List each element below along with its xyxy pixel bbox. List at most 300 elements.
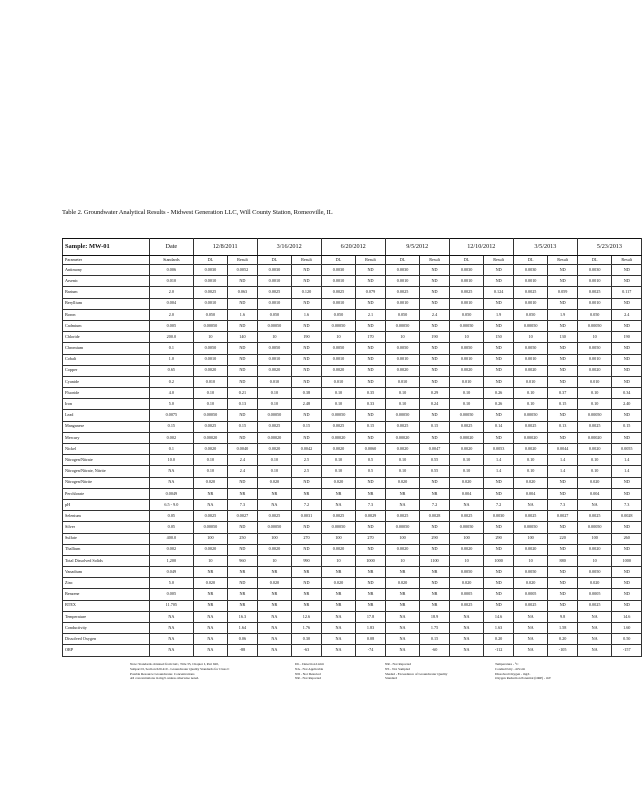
detection-limit-cell: 0.10 xyxy=(449,466,484,477)
result-cell: ND xyxy=(420,320,449,331)
result-cell: ND xyxy=(420,365,449,376)
table-row xyxy=(63,421,642,432)
detection-limit-cell: 0.10 xyxy=(385,455,420,466)
result-cell: ND xyxy=(612,567,642,578)
standard-value: 0.0075 xyxy=(150,410,194,421)
groundwater-results-table xyxy=(62,238,642,657)
sample-label: Sample: MW-01 xyxy=(63,239,150,256)
detection-limit-cell: 0.0020 xyxy=(513,544,548,555)
detection-limit-cell: 0.00050 xyxy=(257,320,292,331)
date-label: Date xyxy=(150,239,194,256)
standard-value: 2.0 xyxy=(150,287,194,298)
result-cell: 2.5 xyxy=(292,466,321,477)
detection-limit-cell: 0.0030 xyxy=(577,265,612,276)
result-cell: ND xyxy=(484,354,513,365)
detection-limit-cell: 0.020 xyxy=(577,477,612,488)
result-cell: 0.0029 xyxy=(356,511,385,522)
detection-limit-cell: 0.00050 xyxy=(385,320,420,331)
detection-limit-cell: 0.0025 xyxy=(449,421,484,432)
result-cell: ND xyxy=(292,343,321,354)
result-cell: ND xyxy=(612,488,642,499)
result-cell: 0.0030 xyxy=(484,511,513,522)
result-cell: ND xyxy=(228,343,257,354)
detection-limit-cell: 0.10 xyxy=(257,466,292,477)
table-notes xyxy=(130,662,618,702)
standard-value: 0.65 xyxy=(150,365,194,376)
detection-limit-cell: 0.00050 xyxy=(577,320,612,331)
parameter-name: pH xyxy=(63,499,150,510)
detection-limit-cell: 0.00020 xyxy=(577,432,612,443)
detection-limit-cell: 0.0025 xyxy=(577,287,612,298)
detection-limit-cell: 0.0025 xyxy=(257,421,292,432)
result-cell: ND xyxy=(356,343,385,354)
result-cell: 0.35 xyxy=(356,388,385,399)
result-cell: ND xyxy=(420,298,449,309)
result-cell: ND xyxy=(612,432,642,443)
detection-limit-cell: 0.0010 xyxy=(193,276,228,287)
detection-limit-cell: 0.0025 xyxy=(513,287,548,298)
detection-limit-cell: 0.0050 xyxy=(577,567,612,578)
detection-limit-cell: 0.00050 xyxy=(193,410,228,421)
standard-value: 0.006 xyxy=(150,265,194,276)
result-cell: 0.20 xyxy=(484,634,513,645)
detection-limit-cell: NR xyxy=(385,488,420,499)
parameter-name: Silver xyxy=(63,522,150,533)
result-cell: 0.06 xyxy=(228,634,257,645)
result-cell: ND xyxy=(548,432,577,443)
parameter-name: ORP xyxy=(63,645,150,656)
result-cell: ND xyxy=(548,276,577,287)
result-cell: 0.26 xyxy=(484,388,513,399)
parameter-name: Cadmium xyxy=(63,320,150,331)
detection-limit-cell: 0.00050 xyxy=(321,410,356,421)
standard-value: 0.049 xyxy=(150,567,194,578)
result-cell: 1.58 xyxy=(548,623,577,634)
result-cell: 990 xyxy=(292,555,321,566)
result-cell: 130 xyxy=(548,332,577,343)
result-cell: 0.0028 xyxy=(612,511,642,522)
result-cell: ND xyxy=(484,522,513,533)
dl-header: DL xyxy=(385,256,420,265)
standard-value: NA xyxy=(150,611,194,622)
result-cell: 2.40 xyxy=(612,399,642,410)
detection-limit-cell: NA xyxy=(193,634,228,645)
detection-limit-cell: 0.10 xyxy=(385,388,420,399)
result-cell: 2.4 xyxy=(420,309,449,320)
detection-limit-cell: 0.050 xyxy=(321,309,356,320)
result-cell: ND xyxy=(612,354,642,365)
parameter-name: Mercury xyxy=(63,432,150,443)
detection-limit-cell: 10 xyxy=(257,332,292,343)
result-cell: NR xyxy=(292,567,321,578)
result-cell: 0.15 xyxy=(420,634,449,645)
result-header: Result xyxy=(292,256,321,265)
detection-limit-cell: 0.010 xyxy=(577,376,612,387)
result-cell: ND xyxy=(228,276,257,287)
result-cell: ND xyxy=(228,522,257,533)
date-header-row xyxy=(63,239,642,256)
result-cell: ND xyxy=(356,276,385,287)
table-row xyxy=(63,432,642,443)
detection-limit-cell: 0.10 xyxy=(385,399,420,410)
detection-limit-cell: 0.00050 xyxy=(577,522,612,533)
result-cell: ND xyxy=(228,354,257,365)
table-row xyxy=(63,578,642,589)
parameter-name: Zinc xyxy=(63,578,150,589)
detection-limit-cell: 0.020 xyxy=(577,578,612,589)
detection-limit-cell: NA xyxy=(577,611,612,622)
notes-standards xyxy=(130,662,229,681)
result-header: Result xyxy=(484,256,513,265)
detection-limit-cell: 0.0025 xyxy=(513,421,548,432)
note-line: Oxygen Reduction Potential (ORP) - mV xyxy=(495,676,552,681)
result-cell: 1000 xyxy=(356,555,385,566)
detection-limit-cell: 0.0010 xyxy=(385,276,420,287)
detection-limit-cell: 10 xyxy=(193,555,228,566)
detection-limit-cell: 0.00050 xyxy=(449,410,484,421)
detection-limit-cell: 0.0050 xyxy=(321,343,356,354)
detection-limit-cell: 100 xyxy=(577,533,612,544)
result-cell: 1.4 xyxy=(484,466,513,477)
standard-value: 0.010 xyxy=(150,276,194,287)
table-row xyxy=(63,600,642,611)
result-cell: 0.0052 xyxy=(228,265,257,276)
result-cell: ND xyxy=(484,298,513,309)
detection-limit-cell: 0.10 xyxy=(385,466,420,477)
detection-limit-cell: 0.0025 xyxy=(257,511,292,522)
standard-value: 1.0 xyxy=(150,354,194,365)
result-cell: ND xyxy=(292,544,321,555)
detection-limit-cell: 0.10 xyxy=(513,388,548,399)
detection-limit-cell: NA xyxy=(449,645,484,656)
detection-limit-cell: 0.010 xyxy=(513,376,548,387)
result-cell: ND xyxy=(292,365,321,376)
standard-value: 0.004 xyxy=(150,298,194,309)
detection-limit-cell: 0.00020 xyxy=(321,432,356,443)
standard-value: 0.002 xyxy=(150,544,194,555)
result-cell: 270 xyxy=(292,533,321,544)
detection-limit-cell: 0.020 xyxy=(193,578,228,589)
date-header: 12/10/2012 xyxy=(449,239,513,256)
table-row xyxy=(63,298,642,309)
detection-limit-cell: 0.0005 xyxy=(513,589,548,600)
note-line: DL - Detection Limit xyxy=(295,662,324,666)
detection-limit-cell: 0.0020 xyxy=(513,365,548,376)
detection-limit-cell: 0.020 xyxy=(321,477,356,488)
result-cell: ND xyxy=(228,410,257,421)
detection-limit-cell: 0.0020 xyxy=(193,365,228,376)
detection-limit-cell: 0.10 xyxy=(577,466,612,477)
result-cell: ND xyxy=(356,298,385,309)
detection-limit-cell: 0.00050 xyxy=(449,522,484,533)
result-cell: -88 xyxy=(228,645,257,656)
result-cell: 1.76 xyxy=(292,623,321,634)
result-cell: ND xyxy=(548,522,577,533)
detection-limit-cell: 0.10 xyxy=(513,399,548,410)
detection-limit-cell: 0.00050 xyxy=(513,320,548,331)
result-cell: 260 xyxy=(612,533,642,544)
detection-limit-cell: NR xyxy=(385,567,420,578)
result-cell: ND xyxy=(484,477,513,488)
parameter-name: Antimony xyxy=(63,265,150,276)
detection-limit-cell: 0.00050 xyxy=(321,320,356,331)
result-cell: ND xyxy=(420,265,449,276)
result-cell: ND xyxy=(612,578,642,589)
result-cell: 0.15 xyxy=(228,421,257,432)
detection-limit-cell: 0.0025 xyxy=(449,287,484,298)
detection-limit-cell: NR xyxy=(385,589,420,600)
dl-header: DL xyxy=(321,256,356,265)
result-cell: 1.4 xyxy=(484,455,513,466)
detection-limit-cell: 0.020 xyxy=(449,477,484,488)
result-cell: 250 xyxy=(228,533,257,544)
notes-abbreviations-2 xyxy=(385,662,447,681)
result-cell: 0.0031 xyxy=(292,511,321,522)
detection-limit-cell: NR xyxy=(193,600,228,611)
detection-limit-cell: 0.10 xyxy=(513,455,548,466)
result-cell: ND xyxy=(548,488,577,499)
result-cell: ND xyxy=(484,343,513,354)
table-row xyxy=(63,645,642,656)
detection-limit-cell: NA xyxy=(577,499,612,510)
detection-limit-cell: 0.050 xyxy=(513,309,548,320)
detection-limit-cell: NR xyxy=(321,589,356,600)
standard-value: NA xyxy=(150,466,194,477)
note-line: Conductivity - mS/cm xyxy=(495,666,526,671)
result-cell: ND xyxy=(228,320,257,331)
detection-limit-cell: 0.0025 xyxy=(321,511,356,522)
result-cell: ND xyxy=(420,287,449,298)
result-cell: -112 xyxy=(484,645,513,656)
detection-limit-cell: 0.050 xyxy=(193,309,228,320)
note-line: ND - Not Detected xyxy=(295,671,321,676)
detection-limit-cell: 0.010 xyxy=(385,376,420,387)
detection-limit-cell: 0.0030 xyxy=(513,265,548,276)
result-cell: 0.08 xyxy=(356,634,385,645)
result-cell: 16.3 xyxy=(228,611,257,622)
result-cell: NR xyxy=(292,488,321,499)
detection-limit-cell: 0.00050 xyxy=(385,522,420,533)
result-cell: ND xyxy=(292,578,321,589)
detection-limit-cell: 10 xyxy=(193,332,228,343)
result-cell: NR xyxy=(420,589,449,600)
detection-limit-cell: 0.0050 xyxy=(449,567,484,578)
result-cell: ND xyxy=(612,343,642,354)
dl-header: DL xyxy=(193,256,228,265)
parameter-name: Beryllium xyxy=(63,298,150,309)
parameter-name: Benzene xyxy=(63,589,150,600)
detection-limit-cell: 10 xyxy=(577,555,612,566)
result-cell: ND xyxy=(356,354,385,365)
detection-limit-cell: NA xyxy=(257,634,292,645)
result-cell: ND xyxy=(356,522,385,533)
detection-limit-cell: 0.10 xyxy=(193,466,228,477)
detection-limit-cell: 0.0010 xyxy=(257,298,292,309)
detection-limit-cell: 0.0010 xyxy=(513,354,548,365)
table-row xyxy=(63,265,642,276)
detection-limit-cell: 0.050 xyxy=(449,309,484,320)
detection-limit-cell: 0.0010 xyxy=(257,276,292,287)
date-header: 5/23/2013 xyxy=(577,239,641,256)
result-cell: ND xyxy=(356,477,385,488)
standard-value: NA xyxy=(150,477,194,488)
result-cell: 7.2 xyxy=(484,499,513,510)
table-row xyxy=(63,555,642,566)
detection-limit-cell: 0.0010 xyxy=(385,354,420,365)
result-cell: NR xyxy=(228,589,257,600)
result-header: Result xyxy=(356,256,385,265)
detection-limit-cell: 0.0025 xyxy=(449,600,484,611)
result-cell: -105 xyxy=(548,645,577,656)
result-cell: 0.120 xyxy=(292,287,321,298)
detection-limit-cell: 0.00020 xyxy=(449,432,484,443)
result-cell: 270 xyxy=(356,533,385,544)
detection-limit-cell: 0.10 xyxy=(193,399,228,410)
detection-limit-cell: NA xyxy=(385,499,420,510)
result-cell: 0.124 xyxy=(484,287,513,298)
detection-limit-cell: NR xyxy=(193,567,228,578)
table-row xyxy=(63,522,642,533)
standard-value: 6.5 - 9.0 xyxy=(150,499,194,510)
table-row xyxy=(63,499,642,510)
detection-limit-cell: 0.0020 xyxy=(449,365,484,376)
result-cell: ND xyxy=(548,578,577,589)
result-cell: 1.9 xyxy=(548,309,577,320)
result-cell: 0.5 xyxy=(356,455,385,466)
note-line: Note: Standards obtained from IAC, Title 35, Chapter I, Part 620, xyxy=(130,662,219,666)
result-cell: ND xyxy=(228,376,257,387)
note-line: NS - Not Sampled xyxy=(385,666,410,671)
result-cell: 0.15 xyxy=(612,421,642,432)
result-cell: ND xyxy=(548,567,577,578)
table-caption: Table 2. Groundwater Analytical Results - Midwest Generation LLC, Will County Station, Romeoville, IL xyxy=(62,209,333,216)
detection-limit-cell: 0.050 xyxy=(257,309,292,320)
result-cell: 0.15 xyxy=(356,421,385,432)
detection-limit-cell: NA xyxy=(385,645,420,656)
result-cell: ND xyxy=(612,365,642,376)
result-cell: 0.13 xyxy=(548,421,577,432)
result-cell: ND xyxy=(356,544,385,555)
result-cell: ND xyxy=(292,410,321,421)
result-cell: 2.5 xyxy=(292,455,321,466)
detection-limit-cell: 0.10 xyxy=(257,388,292,399)
detection-limit-cell: 10 xyxy=(449,555,484,566)
result-cell: ND xyxy=(612,522,642,533)
detection-limit-cell: 0.10 xyxy=(449,399,484,410)
standard-value: 200.0 xyxy=(150,332,194,343)
parameter-name: Sulfate xyxy=(63,533,150,544)
result-cell: ND xyxy=(548,343,577,354)
result-cell: 18.9 xyxy=(420,611,449,622)
detection-limit-cell: NR xyxy=(193,488,228,499)
detection-limit-cell: 0.0025 xyxy=(193,421,228,432)
result-cell: ND xyxy=(612,276,642,287)
detection-limit-cell: 0.00050 xyxy=(513,410,548,421)
result-cell: 1.63 xyxy=(484,623,513,634)
result-cell: ND xyxy=(292,320,321,331)
detection-limit-cell: 0.10 xyxy=(193,388,228,399)
detection-limit-cell: 0.0020 xyxy=(385,544,420,555)
detection-limit-cell: 0.004 xyxy=(577,488,612,499)
result-cell: 0.0028 xyxy=(420,511,449,522)
result-cell: ND xyxy=(420,432,449,443)
result-cell: -60 xyxy=(420,645,449,656)
result-cell: 0.0053 xyxy=(484,444,513,455)
standard-value: 11.705 xyxy=(150,600,194,611)
detection-limit-cell: 0.0005 xyxy=(449,589,484,600)
detection-limit-cell: NA xyxy=(577,634,612,645)
parameter-name: Lead xyxy=(63,410,150,421)
result-cell: ND xyxy=(420,376,449,387)
detection-limit-cell: 0.10 xyxy=(449,455,484,466)
result-cell: 0.55 xyxy=(420,466,449,477)
result-cell: 1.75 xyxy=(420,623,449,634)
result-cell: 1.60 xyxy=(612,623,642,634)
detection-limit-cell: NR xyxy=(257,589,292,600)
result-cell: 7.3 xyxy=(356,499,385,510)
result-cell: NR xyxy=(228,600,257,611)
detection-limit-cell: 0.0010 xyxy=(321,298,356,309)
result-cell: 7.2 xyxy=(420,499,449,510)
result-header: Result xyxy=(420,256,449,265)
detection-limit-cell: 10 xyxy=(385,332,420,343)
detection-limit-cell: NA xyxy=(321,645,356,656)
detection-limit-cell: 0.0050 xyxy=(449,343,484,354)
result-cell: ND xyxy=(228,298,257,309)
detection-limit-cell: 0.0010 xyxy=(577,354,612,365)
result-cell: NR xyxy=(356,600,385,611)
result-cell: ND xyxy=(484,578,513,589)
standard-value: 0.0049 xyxy=(150,488,194,499)
parameter-name: Fluoride xyxy=(63,388,150,399)
detection-limit-cell: 0.00020 xyxy=(385,432,420,443)
parameter-name: Arsenic xyxy=(63,276,150,287)
result-cell: 1000 xyxy=(484,555,513,566)
result-header: Result xyxy=(612,256,642,265)
result-cell: 0.0042 xyxy=(292,444,321,455)
result-cell: NR xyxy=(356,589,385,600)
standard-value: 0.005 xyxy=(150,320,194,331)
result-cell: ND xyxy=(356,320,385,331)
detection-limit-cell: 0.0010 xyxy=(513,276,548,287)
result-cell: 2.48 xyxy=(292,399,321,410)
detection-limit-cell: 0.0030 xyxy=(321,265,356,276)
detection-limit-cell: 0.0010 xyxy=(513,298,548,309)
detection-limit-cell: NA xyxy=(257,623,292,634)
result-cell: ND xyxy=(484,276,513,287)
detection-limit-cell: 0.10 xyxy=(513,466,548,477)
detection-limit-cell: 0.0025 xyxy=(321,287,356,298)
result-cell: ND xyxy=(420,544,449,555)
result-cell: ND xyxy=(292,298,321,309)
detection-limit-cell: 0.020 xyxy=(385,578,420,589)
detection-limit-cell: 0.020 xyxy=(385,477,420,488)
detection-limit-cell: 10 xyxy=(385,555,420,566)
result-cell: ND xyxy=(420,477,449,488)
detection-limit-cell: 10 xyxy=(257,555,292,566)
detection-limit-cell: 0.0025 xyxy=(577,511,612,522)
result-cell: 9.8 xyxy=(548,611,577,622)
detection-limit-cell: 0.0050 xyxy=(513,343,548,354)
result-cell: ND xyxy=(612,376,642,387)
detection-limit-cell: 10 xyxy=(577,332,612,343)
result-cell: NR xyxy=(292,589,321,600)
note-line: NA - Not Applicable xyxy=(295,666,324,671)
detection-limit-cell: 0.10 xyxy=(321,455,356,466)
table-row xyxy=(63,488,642,499)
detection-limit-cell: 0.020 xyxy=(193,477,228,488)
detection-limit-cell: 0.00050 xyxy=(193,320,228,331)
